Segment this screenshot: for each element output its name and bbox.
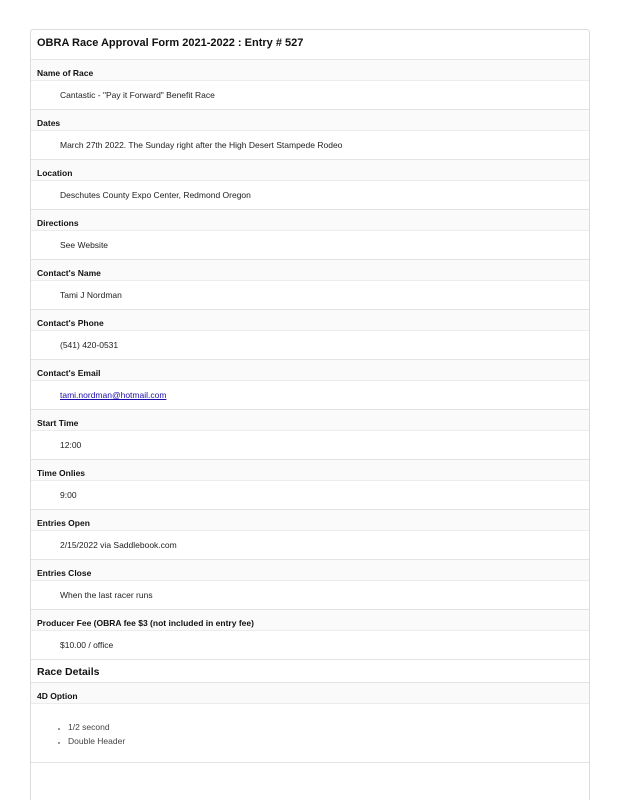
field-directions bbox=[31, 210, 589, 260]
field-label: Entries Close bbox=[31, 560, 589, 581]
field-value: (541) 420-0531 bbox=[60, 340, 119, 350]
field-value: Deschutes County Expo Center, Redmond Oregon bbox=[60, 190, 251, 200]
field-value: 2/15/2022 via Saddlebook.com bbox=[60, 540, 177, 550]
field-label: Dates bbox=[31, 110, 589, 131]
option-list bbox=[31, 720, 589, 748]
field-contact-email bbox=[31, 360, 589, 410]
contact-email-link[interactable]: tami.nordman@hotmail.com bbox=[60, 390, 167, 400]
field-contact-phone bbox=[31, 310, 589, 360]
field-value: Cantastic - "Pay it Forward" Benefit Race bbox=[60, 90, 215, 100]
field-label: Location bbox=[31, 160, 589, 181]
field-value: March 27th 2022. The Sunday right after the High Desert Stampede Rodeo bbox=[60, 140, 343, 150]
field-label: Contact's Name bbox=[31, 260, 589, 281]
field-name-of-race bbox=[31, 60, 589, 110]
field-value: 9:00 bbox=[60, 490, 77, 500]
field-value: When the last racer runs bbox=[60, 590, 153, 600]
field-label: Contact's Email bbox=[31, 360, 589, 381]
field-label: Directions bbox=[31, 210, 589, 231]
field-label: Entries Open bbox=[31, 510, 589, 531]
option-list-container bbox=[31, 704, 589, 762]
field-value: Tami J Nordman bbox=[60, 290, 122, 300]
list-item: • Double Header bbox=[68, 734, 589, 748]
field-label: Contact's Phone bbox=[31, 310, 589, 331]
race-approval-form bbox=[30, 29, 590, 800]
list-item: • 1/2 second bbox=[68, 720, 589, 734]
field-value bbox=[31, 381, 589, 409]
field-location bbox=[31, 160, 589, 210]
field-label: Start Time bbox=[31, 410, 589, 431]
field-time-onlies bbox=[31, 460, 589, 510]
field-contact-name bbox=[31, 260, 589, 310]
field-start-time bbox=[31, 410, 589, 460]
field-label: Time Onlies bbox=[31, 460, 589, 481]
race-details-heading: Race Details bbox=[31, 660, 589, 683]
field-label: Name of Race bbox=[31, 60, 589, 81]
field-label: Producer Fee (OBRA fee $3 (not included in entry fee) bbox=[31, 610, 589, 631]
field-producer-fee bbox=[31, 610, 589, 660]
form-title: OBRA Race Approval Form 2021-2022 : Entry # 527 bbox=[31, 30, 589, 60]
field-value: 12:00 bbox=[60, 440, 82, 450]
field-entries-close bbox=[31, 560, 589, 610]
field-value: $10.00 / office bbox=[60, 640, 114, 650]
field-4d-option bbox=[31, 683, 589, 763]
field-value: See Website bbox=[60, 240, 109, 250]
field-entries-open bbox=[31, 510, 589, 560]
field-dates bbox=[31, 110, 589, 160]
field-label: 4D Option bbox=[31, 683, 589, 704]
